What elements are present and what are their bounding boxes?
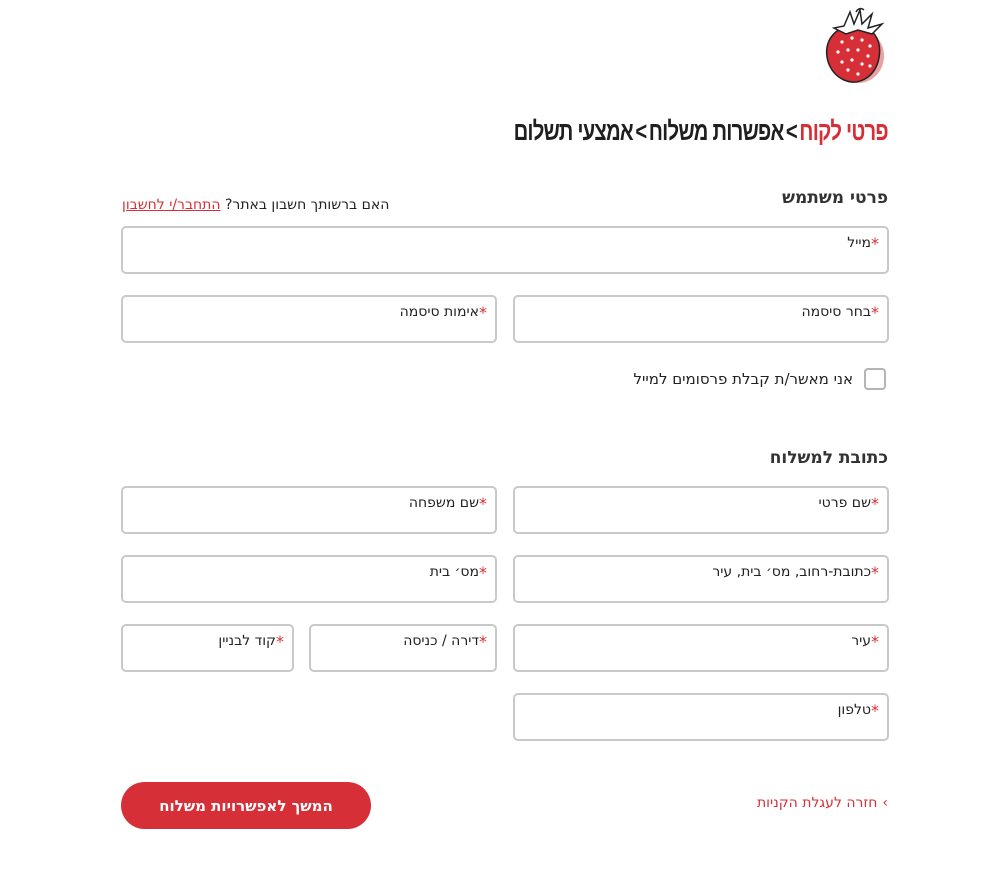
- breadcrumb: [514, 116, 888, 147]
- required-marker: *: [479, 303, 487, 322]
- breadcrumb-separator: >: [786, 116, 798, 146]
- house-number-input[interactable]: [131, 579, 487, 597]
- last-name-input[interactable]: [131, 510, 487, 528]
- building-code-input[interactable]: [131, 648, 284, 666]
- required-marker: *: [276, 632, 284, 651]
- apartment-field[interactable]: [309, 624, 497, 672]
- back-to-cart-link[interactable]: [757, 795, 888, 811]
- strawberry-icon: [814, 6, 892, 88]
- email-input[interactable]: [131, 250, 879, 268]
- breadcrumb-payment-method[interactable]: אמצעי תשלום: [513, 116, 634, 146]
- chevron-right-icon: ›: [882, 795, 888, 811]
- required-marker: *: [479, 632, 487, 651]
- building-code-field[interactable]: [121, 624, 294, 672]
- city-field[interactable]: [513, 624, 889, 672]
- phone-field[interactable]: [513, 693, 889, 741]
- email-field[interactable]: [121, 226, 889, 274]
- required-marker: *: [871, 303, 879, 322]
- strawberry-logo[interactable]: [814, 6, 892, 88]
- newsletter-label[interactable]: אני מאשר/ת קבלת פרסומים למייל: [633, 370, 853, 388]
- required-marker: *: [479, 494, 487, 513]
- required-marker: *: [871, 494, 879, 513]
- apartment-label-text: דירה / כניסה: [403, 633, 479, 649]
- login-link[interactable]: התחבר/י לחשבון: [122, 197, 221, 213]
- city-label-text: עיר: [851, 633, 871, 649]
- phone-input[interactable]: [523, 717, 879, 735]
- first-name-input[interactable]: [523, 510, 879, 528]
- first-name-label-text: שם פרטי: [818, 495, 871, 511]
- last-name-field[interactable]: [121, 486, 497, 534]
- phone-label-text: טלפון: [837, 702, 871, 718]
- required-marker: *: [871, 563, 879, 582]
- address-input[interactable]: [523, 579, 879, 597]
- login-prompt-text: האם ברשותך חשבון באתר?: [225, 197, 390, 213]
- last-name-label-text: שם משפחה: [408, 495, 479, 511]
- breadcrumb-separator: >: [635, 116, 647, 146]
- user-details-title: פרטי משתמש: [782, 188, 888, 208]
- back-to-cart-label: חזרה לעגלת הקניות: [756, 795, 878, 811]
- shipping-title: כתובת למשלוח: [769, 448, 888, 468]
- apartment-input[interactable]: [319, 648, 487, 666]
- breadcrumb-customer-details[interactable]: פרטי לקוח: [799, 116, 888, 146]
- address-field[interactable]: [513, 555, 889, 603]
- address-label-text: כתובת-רחוב, מס׳ בית, עיר: [712, 564, 871, 580]
- first-name-field[interactable]: [513, 486, 889, 534]
- house-number-field[interactable]: [121, 555, 497, 603]
- password-input[interactable]: [523, 319, 879, 337]
- password-confirm-field[interactable]: [121, 295, 497, 343]
- password-label-text: בחר סיסמה: [801, 304, 871, 320]
- required-marker: *: [479, 563, 487, 582]
- breadcrumb-shipping-option[interactable]: אפשרות משלוח: [648, 116, 784, 146]
- continue-to-shipping-button[interactable]: המשך לאפשרויות משלוח: [121, 782, 371, 829]
- city-input[interactable]: [523, 648, 879, 666]
- login-prompt: [122, 197, 389, 213]
- building-code-label-text: קוד לבניין: [218, 633, 276, 649]
- required-marker: *: [871, 701, 879, 720]
- password-field[interactable]: [513, 295, 889, 343]
- house-number-label-text: מס׳ בית: [429, 564, 479, 580]
- newsletter-checkbox[interactable]: [864, 368, 886, 390]
- email-label-text: מייל: [847, 235, 871, 251]
- required-marker: *: [871, 234, 879, 253]
- password-confirm-label-text: אימות סיסמה: [399, 304, 479, 320]
- password-confirm-input[interactable]: [131, 319, 487, 337]
- required-marker: *: [871, 632, 879, 651]
